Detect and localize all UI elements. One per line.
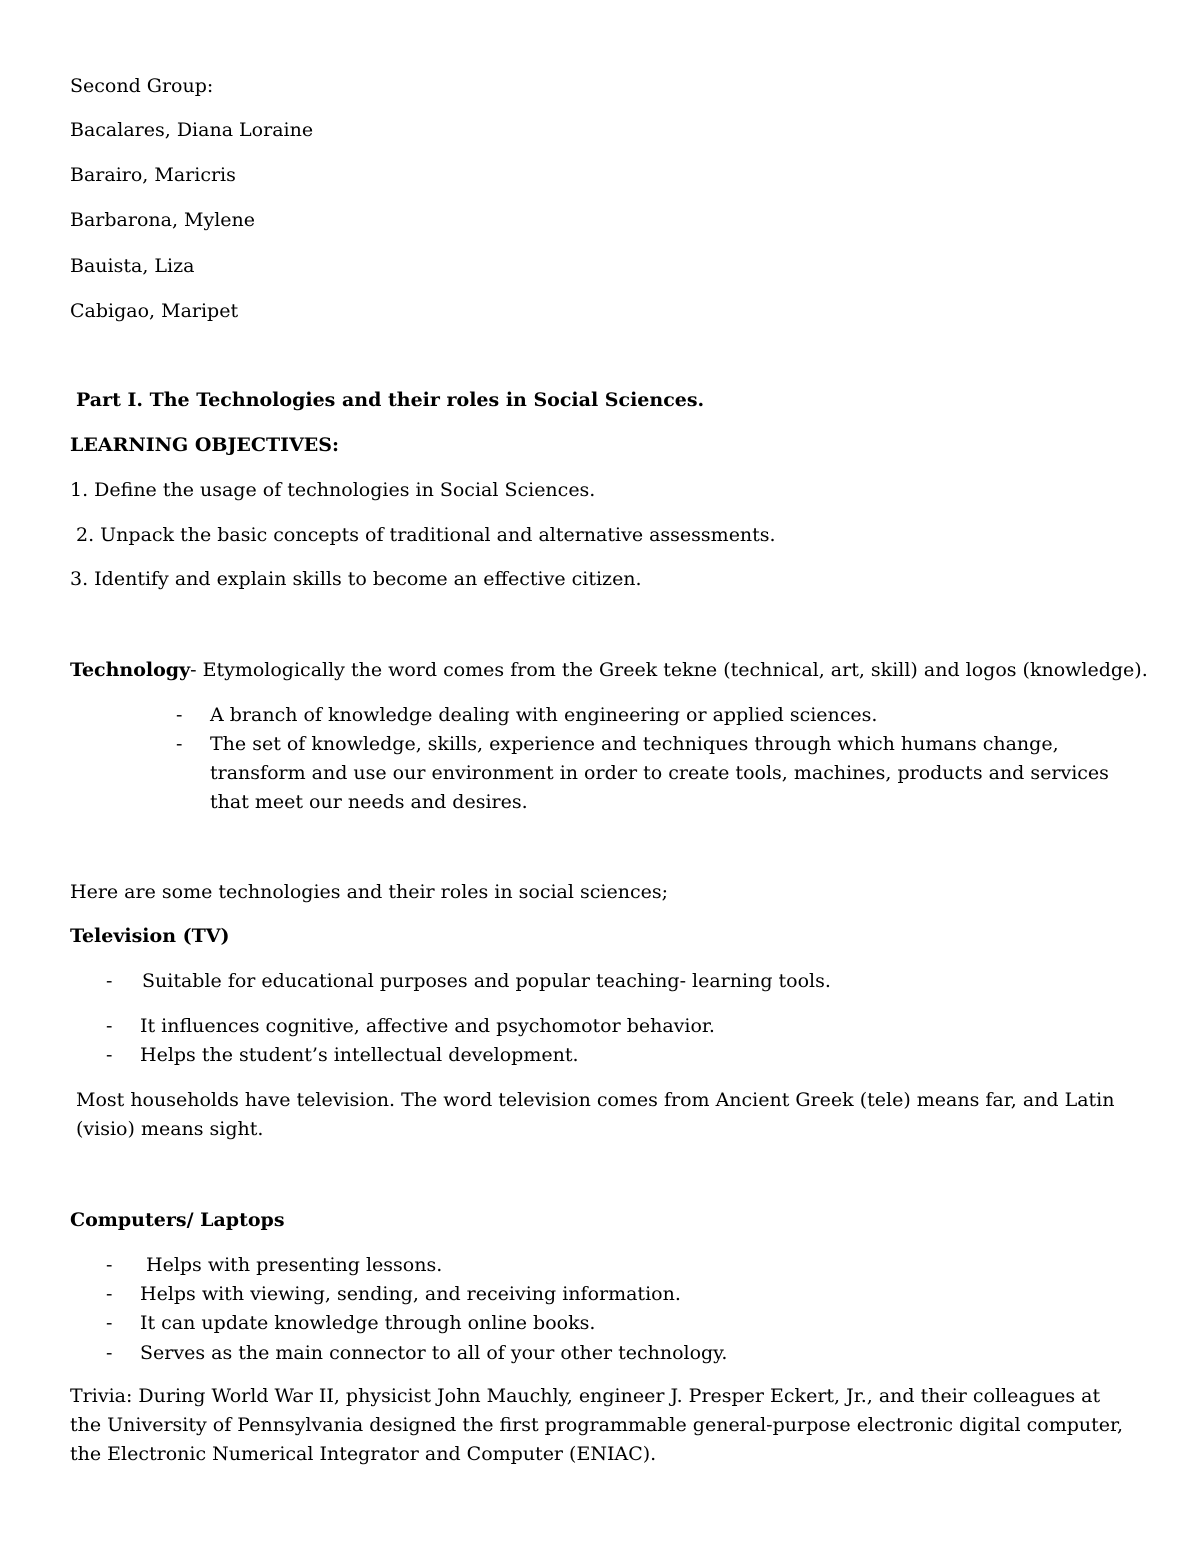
group-member: Barbarona, Mylene bbox=[70, 209, 256, 231]
part-title: Part I. The Technologies and their roles in Social Sciences. bbox=[76, 389, 705, 411]
list-item-text: It influences cognitive, affective and psychomotor behavior. bbox=[140, 1015, 715, 1037]
list-item-text: Helps with presenting lessons. bbox=[146, 1254, 443, 1276]
television-heading: Television (TV) bbox=[70, 925, 230, 947]
computers-trivia: Trivia: During World War II, physicist John Mauchly, engineer J. Presper Eckert, Jr., and their colleagues at the University of Pennsylvania designed the first programmable general-purpose electronic digital computer, the Electronic Numerical Integrator and Computer (ENIAC). bbox=[70, 1385, 1124, 1465]
group-heading: Second Group: bbox=[70, 75, 214, 97]
technology-term: Technology bbox=[70, 659, 191, 681]
dash-bullet-icon: - bbox=[106, 1254, 113, 1276]
group-member: Cabigao, Maripet bbox=[70, 300, 239, 322]
dash-bullet-icon: - bbox=[106, 970, 113, 992]
objectives-heading: LEARNING OBJECTIVES: bbox=[70, 434, 340, 456]
group-member: Bacalares, Diana Loraine bbox=[70, 119, 314, 141]
group-member: Barairo, Maricris bbox=[70, 164, 236, 186]
dash-bullet-icon: - bbox=[106, 1015, 113, 1037]
objective-item: 3. Identify and explain skills to become an effective citizen. bbox=[70, 568, 642, 590]
list-item-text: A branch of knowledge dealing with engineering or applied sciences. bbox=[210, 704, 878, 726]
dash-bullet-icon: - bbox=[106, 1044, 113, 1066]
computers-heading: Computers/ Laptops bbox=[70, 1209, 285, 1231]
list-item-text: Serves as the main connector to all of your other technology. bbox=[140, 1342, 728, 1364]
group-member: Bauista, Liza bbox=[70, 255, 195, 277]
dash-bullet-icon: - bbox=[106, 1312, 113, 1334]
objective-item: 1. Define the usage of technologies in Social Sciences. bbox=[70, 479, 596, 501]
list-item-text: Helps the student’s intellectual development. bbox=[140, 1044, 579, 1066]
list-item-text: Helps with viewing, sending, and receiving information. bbox=[140, 1283, 681, 1305]
dash-bullet-icon: - bbox=[176, 733, 183, 755]
list-item-text: The set of knowledge, skills, experience and techniques through which humans change, transform and use our environment in order to create tools, machines, products and services that meet our needs and desires. bbox=[210, 733, 1109, 813]
list-item-text: It can update knowledge through online books. bbox=[140, 1312, 596, 1334]
dash-bullet-icon: - bbox=[106, 1283, 113, 1305]
intro-text: Here are some technologies and their roles in social sciences; bbox=[70, 881, 668, 903]
list-item-text: Suitable for educational purposes and popular teaching- learning tools. bbox=[142, 970, 831, 992]
dash-bullet-icon: - bbox=[106, 1342, 113, 1364]
technology-definition bbox=[70, 656, 1148, 685]
television-note: Most households have television. The word television comes from Ancient Greek (tele) means far, and Latin (visio) means sight. bbox=[76, 1089, 1115, 1140]
dash-bullet-icon: - bbox=[176, 704, 183, 726]
objective-item: 2. Unpack the basic concepts of traditional and alternative assessments. bbox=[76, 524, 776, 546]
technology-definition-text: - Etymologically the word comes from the Greek tekne (technical, art, skill) and logos (knowledge). bbox=[190, 659, 1148, 681]
